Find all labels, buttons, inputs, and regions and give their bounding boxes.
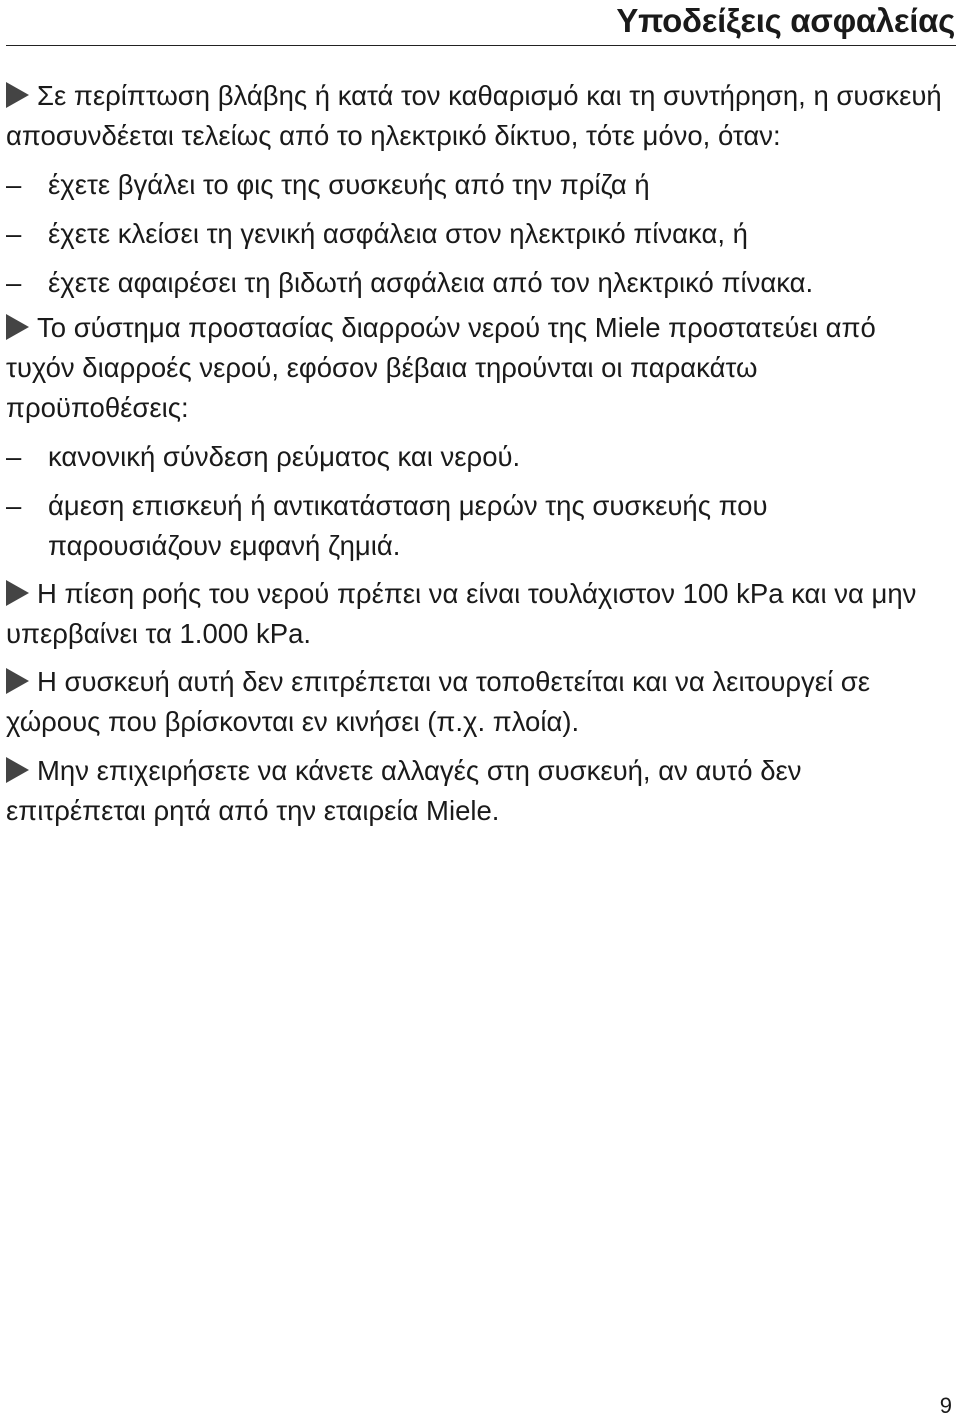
- instruction-paragraph: [6, 662, 946, 742]
- instruction-text: Το σύστημα προστασίας διαρροών νερού της Miele προστατεύει από τυχόν διαρροές νερού, εφόσον βέβαια τηρούνται οι παρακάτω προϋποθέσεις:: [6, 312, 876, 423]
- list-item: [6, 486, 946, 566]
- instruction-text: Σε περίπτωση βλάβης ή κατά τον καθαρισμό και τη συντήρηση, η συσκευή αποσυνδέεται τελείως από το ηλεκτρικό δίκτυο, τότε μόνο, όταν:: [6, 80, 942, 151]
- dash-marker: –: [6, 218, 22, 249]
- list-item-text: έχετε αφαιρέσει τη βιδωτή ασφάλεια από τον ηλεκτρικό πίνακα.: [48, 267, 814, 298]
- list-item-text: άμεση επισκευή ή αντικατάσταση μερών της συσκευής που παρουσιάζουν εμφανή ζημιά.: [48, 490, 768, 561]
- instruction-text: Η πίεση ροής του νερού πρέπει να είναι τουλάχιστον 100 kPa και να μην υπερβαίνει τα 1.000 kPa.: [6, 578, 917, 649]
- list-item: [6, 437, 946, 477]
- page-title: Υποδείξεις ασφαλείας: [616, 2, 955, 39]
- list-item-text: έχετε κλείσει τη γενική ασφάλεια στον ηλεκτρικό πίνακα, ή: [48, 218, 748, 249]
- triangle-bullet-icon: [6, 580, 29, 606]
- dash-marker: –: [6, 441, 22, 472]
- triangle-bullet-icon: [6, 757, 29, 783]
- list-item: [6, 263, 946, 303]
- dash-marker: –: [6, 267, 22, 298]
- list-item-text: έχετε βγάλει το φις της συσκευής από την πρίζα ή: [48, 169, 650, 200]
- instruction-paragraph: [6, 751, 946, 831]
- list-item: [6, 165, 946, 205]
- instruction-text: Η συσκευή αυτή δεν επιτρέπεται να τοποθετείται και να λειτουργεί σε χώρους που βρίσκονται εν κινήσει (π.χ. πλοία).: [6, 666, 870, 737]
- instruction-text: Μην επιχειρήσετε να κάνετε αλλαγές στη συσκευή, αν αυτό δεν επιτρέπεται ρητά από την εταιρεία Miele.: [6, 755, 802, 826]
- triangle-bullet-icon: [6, 82, 29, 108]
- list-item: [6, 214, 946, 254]
- page-header: [0, 0, 960, 50]
- header-divider: [6, 45, 956, 46]
- dash-marker: –: [6, 490, 22, 521]
- dash-marker: –: [6, 169, 22, 200]
- list-item-text: κανονική σύνδεση ρεύματος και νερού.: [48, 441, 521, 472]
- triangle-bullet-icon: [6, 314, 29, 340]
- triangle-bullet-icon: [6, 668, 29, 694]
- safety-instructions: [6, 76, 946, 831]
- instruction-paragraph: [6, 308, 946, 428]
- instruction-paragraph: [6, 76, 946, 156]
- instruction-paragraph: [6, 574, 946, 654]
- page-number: 9: [939, 1393, 952, 1418]
